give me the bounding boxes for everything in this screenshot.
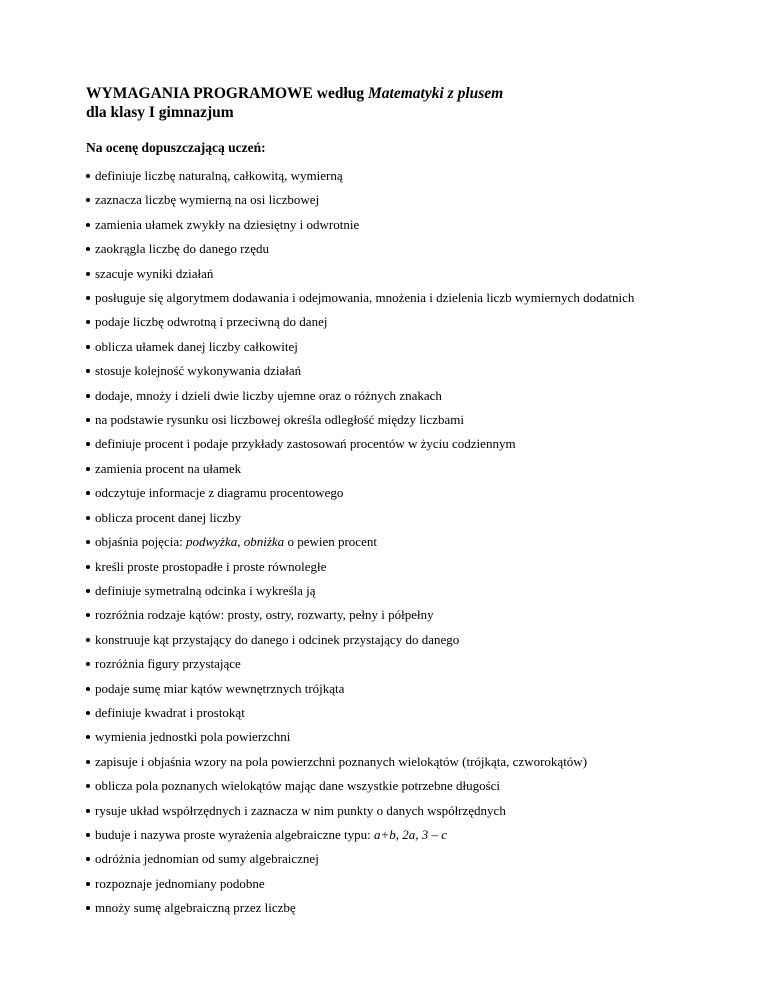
bullet-icon [86,369,90,373]
list-item-text: konstruuje kąt przystający do danego i odcinek przystający do danego [95,631,460,647]
list-item-text: na podstawie rysunku osi liczbowej określa odległość między liczbami [95,412,464,428]
list-item [86,847,686,871]
list-item-text: rysuje układ współrzędnych i zaznacza w nim punkty o danych współrzędnych [95,802,506,818]
bullet-icon [86,833,90,837]
list-item-text: wymienia jednostki pola powierzchni [95,729,291,745]
bullet-icon [86,174,90,178]
list-item [86,725,686,749]
bullet-icon [86,735,90,739]
bullet-icon [86,711,90,715]
list-item-text: definiuje liczbę naturalną, całkowitą, wymierną [95,168,343,183]
list-item [86,701,686,725]
bullet-icon [86,345,90,349]
bullet-icon [86,247,90,251]
list-item [86,408,686,432]
list-item [86,628,686,652]
list-item-text: podaje liczbę odwrotną i przeciwną do danej [95,314,328,330]
list-item-text: zamienia ułamek zwykły na dziesiętny i odwrotnie [95,216,360,232]
bullet-icon [86,565,90,569]
bullet-icon [86,784,90,788]
list-item [86,506,686,530]
list-item [86,774,686,798]
bullet-icon [86,687,90,691]
list-item [86,530,686,554]
list-item [86,555,686,579]
list-item [86,799,686,823]
list-item-text: zaokrągla liczbę do danego rzędu [95,241,269,257]
list-item-text: kreśli proste prostopadłe i proste równoległe [95,558,327,574]
list-item [86,335,686,359]
list-item [86,603,686,627]
bullet-icon [86,906,90,910]
list-item-text: rozróżnia figury przystające [95,656,241,672]
list-item [86,457,686,481]
list-item-text: stosuje kolejność wykonywania działań [95,363,302,379]
list-item-text: zaznacza liczbę wymierną na osi liczbowej [95,192,320,208]
bullet-icon [86,394,90,398]
list-item [86,896,686,920]
bullet-icon [86,491,90,495]
list-item-text: oblicza pola poznanych wielokątów mając dane wszystkie potrzebne długości [95,778,501,794]
list-item [86,164,686,188]
list-item [86,652,686,676]
bullet-icon [86,272,90,276]
list-item [86,286,686,310]
list-item-text: odczytuje informacje z diagramu procentowego [95,485,344,501]
list-item-text: mnoży sumę algebraiczną przez liczbę [95,900,296,916]
list-item [86,359,686,383]
title-prefix: WYMAGANIA PROGRAMOWE według [86,85,369,102]
bullet-icon [86,198,90,202]
list-item-text: odróżnia jednomian od sumy algebraicznej [95,851,319,867]
list-item-text: zapisuje i objaśnia wzory na pola powierzchni poznanych wielokątów (trójkąta, czworokątów) [95,753,588,769]
list-item-text: definiuje symetralną odcinka i wykreśla ją [95,582,316,598]
bullet-icon [86,662,90,666]
list-item [86,872,686,896]
list-item-text: rozpoznaje jednomiany podobne [95,875,265,891]
bullet-icon [86,320,90,324]
requirements-list [86,164,686,921]
list-item [86,750,686,774]
document-subtitle: dla klasy I gimnazjum [86,104,234,121]
list-item [86,384,686,408]
list-item [86,579,686,603]
list-item-text: posługuje się algorytmem dodawania i odejmowania, mnożenia i dzielenia liczb wymiernych dodatnich [95,290,635,306]
bullet-icon [86,638,90,642]
list-item-text: objaśnia pojęcia: [95,534,186,550]
bullet-icon [86,613,90,617]
list-item-text: podaje sumę miar kątów wewnętrznych trójkąta [95,680,345,696]
list-item [86,481,686,505]
list-item [86,677,686,701]
bullet-icon [86,516,90,520]
list-item-text: definiuje procent i podaje przykłady zastosowań procentów w życiu codziennym [95,436,516,452]
list-item [86,823,686,847]
list-item-text: dodaje, mnoży i dzieli dwie liczby ujemne oraz o różnych znakach [95,387,442,403]
list-item-text: szacuje wyniki działań [95,265,214,281]
list-item-text: o pewien procent [284,534,377,550]
bullet-icon [86,882,90,886]
list-item [86,310,686,334]
list-item-text: oblicza procent danej liczby [95,509,242,525]
list-item-text: rozróżnia rodzaje kątów: prosty, ostry, rozwarty, pełny i półpełny [95,607,434,623]
list-item [86,262,686,286]
list-item [86,237,686,261]
list-item-italic-text: podwyżka, obniżka [185,534,285,550]
bullet-icon [86,418,90,422]
section-heading: Na ocenę dopuszczającą uczeń: [86,140,266,155]
bullet-icon [86,442,90,446]
list-item-text: definiuje kwadrat i prostokąt [95,704,245,720]
list-item-text: zamienia procent na ułamek [95,460,242,476]
list-item-text: oblicza ułamek danej liczby całkowitej [95,338,298,354]
list-item-italic-text: a+b, 2a, 3 – c [374,826,448,842]
bullet-icon [86,809,90,813]
bullet-icon [86,296,90,300]
list-item-text: buduje i nazywa proste wyrażenia algebraiczne typu: [95,826,375,842]
title-book-name: Matematyki z plusem [368,85,504,102]
bullet-icon [86,760,90,764]
document-page [86,84,686,921]
list-item [86,432,686,456]
bullet-icon [86,589,90,593]
list-item [86,188,686,212]
list-item [86,213,686,237]
document-title [86,84,686,103]
bullet-icon [86,467,90,471]
bullet-icon [86,857,90,861]
bullet-icon [86,540,90,544]
bullet-icon [86,223,90,227]
